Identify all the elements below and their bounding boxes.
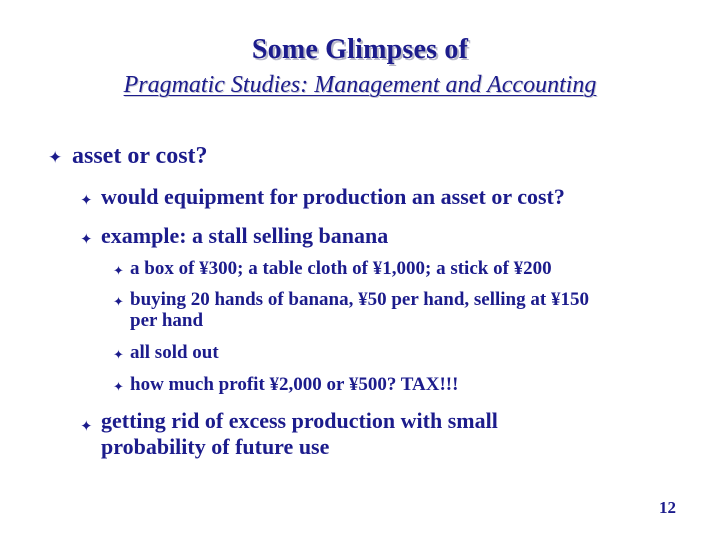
slide-title: Some Glimpses of [251,34,469,65]
bullet-text: asset or cost? [72,143,208,169]
bullet-star-icon: ✦ [80,230,93,248]
bullet-star-icon: ✦ [113,380,124,395]
bullet-text: would equipment for production an asset or cost? [101,184,565,209]
bullet-star-icon: ✦ [48,148,63,168]
bullet-text-continuation: probability of future use [101,434,330,459]
bullet-text: a box of ¥300; a table cloth of ¥1,000; a stick of ¥200 [130,258,552,279]
bullet-text: all sold out [130,342,219,363]
bullet-star-icon: ✦ [113,348,124,363]
page-number: 12 [659,498,676,517]
bullet-star-icon: ✦ [80,191,93,209]
bullet-text-continuation: per hand [130,310,204,331]
bullet-star-icon: ✦ [113,264,124,279]
bullet-text: example: a stall selling banana [101,223,389,248]
slide-subtitle: Pragmatic Studies: Management and Accounting [123,72,597,98]
bullet-star-icon: ✦ [113,295,124,310]
bullet-text: buying 20 hands of banana, ¥50 per hand, selling at ¥150 [130,289,589,310]
bullet-text: getting rid of excess production with small [101,408,498,433]
bullet-text: how much profit ¥2,000 or ¥500? TAX!!! [130,374,459,395]
bullet-star-icon: ✦ [80,417,93,435]
